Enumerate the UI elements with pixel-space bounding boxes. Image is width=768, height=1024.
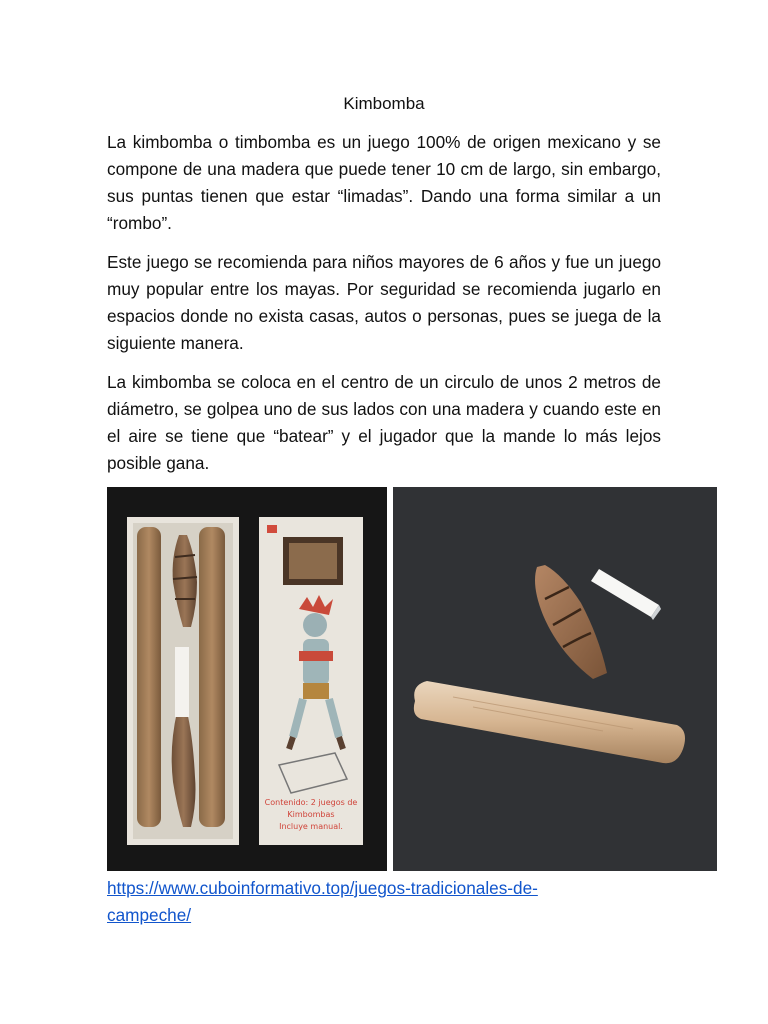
kimbomba-box-photo [107,487,387,871]
kimbomba-table-photo [393,487,717,871]
box-text-line-1: Contenido: 2 juegos de [264,798,358,807]
source-link-line-2[interactable]: campeche/ [107,905,192,925]
document-title: Kimbomba [343,94,425,113]
source-link-line-1[interactable]: https://www.cuboinformativo.top/juegos-tradicionales-de- [107,878,538,898]
photo-row [107,487,717,871]
paragraph-rules: La kimbomba se coloca en el centro de un circulo de unos 2 metros de diámetro, se golpea uno de sus lados con una madera y cuando este en el aire se tiene que “batear” y el jugador que la mande lo más lejos posible gana. [107,372,661,473]
paragraph-recommendation: Este juego se recomienda para niños mayores de 6 años y fue un juego muy popular entre los mayas. Por seguridad se recomienda jugarlo en espacios donde no exista casas, autos o personas, pues se juega de la siguiente manera. [107,252,661,353]
box-text-line-3: Incluye manual. [279,822,343,831]
box-text-line-2: Kimbombas [287,810,335,819]
source-link[interactable] [107,875,627,929]
paragraph-intro: La kimbomba o timbomba es un juego 100% de origen mexicano y se compone de una madera que puede tener 10 cm de largo, sin embargo, sus puntas tienen que estar “limadas”. Dando una forma similar a un “rombo”. [107,132,661,233]
